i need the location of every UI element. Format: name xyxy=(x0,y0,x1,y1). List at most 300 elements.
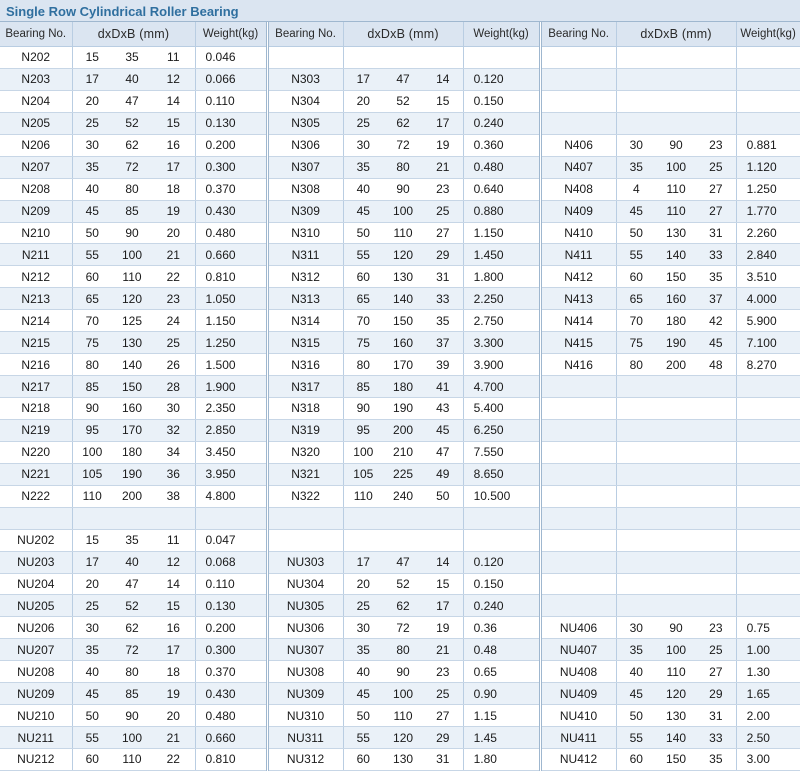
bore-d-cell: 100 xyxy=(72,441,112,463)
bore-d-cell: 75 xyxy=(72,332,112,354)
weight-cell: 10.500 xyxy=(463,485,540,507)
bearing-no-cell: NU207 xyxy=(0,639,72,661)
width-B-cell: 29 xyxy=(696,683,736,705)
weight-cell xyxy=(195,507,267,529)
weight-cell: 2.50 xyxy=(736,727,800,749)
bearing-no-cell: NU406 xyxy=(540,617,616,639)
outer-D-cell: 35 xyxy=(112,47,152,69)
bearing-no-cell: NU408 xyxy=(540,661,616,683)
bearing-no-cell: N303 xyxy=(267,68,343,90)
width-B-cell: 23 xyxy=(696,617,736,639)
outer-D-cell: 130 xyxy=(112,332,152,354)
bearing-no-cell: N318 xyxy=(267,398,343,420)
bearing-no-cell: N321 xyxy=(267,463,343,485)
width-B-cell: 31 xyxy=(696,705,736,727)
bearing-no-cell: NU202 xyxy=(0,529,72,551)
bore-d-cell: 105 xyxy=(343,463,383,485)
width-B-cell: 27 xyxy=(696,200,736,222)
weight-cell: 3.950 xyxy=(195,463,267,485)
bearing-no-cell xyxy=(540,507,616,529)
table-row xyxy=(0,441,800,463)
bore-d-cell: 45 xyxy=(72,200,112,222)
table-row xyxy=(0,485,800,507)
bearing-no-cell: N216 xyxy=(0,354,72,376)
outer-D-cell: 90 xyxy=(656,617,696,639)
bearing-no-cell: N204 xyxy=(0,90,72,112)
width-B-cell: 42 xyxy=(696,310,736,332)
bore-d-cell: 25 xyxy=(72,112,112,134)
weight-cell: 3.510 xyxy=(736,266,800,288)
width-B-cell xyxy=(696,419,736,441)
outer-D-cell: 62 xyxy=(112,617,152,639)
weight-cell: 1.150 xyxy=(195,310,267,332)
bearing-no-cell: N203 xyxy=(0,68,72,90)
outer-D-cell: 160 xyxy=(112,398,152,420)
width-B-cell: 28 xyxy=(152,376,195,398)
outer-D-cell: 150 xyxy=(112,376,152,398)
width-B-cell: 31 xyxy=(423,749,463,771)
bearing-no-cell xyxy=(540,90,616,112)
width-B-cell: 18 xyxy=(152,661,195,683)
outer-D-cell: 52 xyxy=(383,90,423,112)
bearing-no-cell: NU409 xyxy=(540,683,616,705)
weight-cell xyxy=(736,68,800,90)
table-row xyxy=(0,639,800,661)
width-B-cell: 27 xyxy=(696,661,736,683)
outer-D-cell: 110 xyxy=(656,200,696,222)
bearing-no-cell xyxy=(540,47,616,69)
weight-cell: 3.900 xyxy=(463,354,540,376)
weight-cell: 2.250 xyxy=(463,288,540,310)
bearing-no-cell: N411 xyxy=(540,244,616,266)
width-B-cell xyxy=(696,551,736,573)
bearing-no-cell: N315 xyxy=(267,332,343,354)
outer-D-cell: 110 xyxy=(656,178,696,200)
bore-d-cell: 15 xyxy=(72,529,112,551)
bore-d-cell xyxy=(616,47,656,69)
table-row xyxy=(0,617,800,639)
bearing-no-cell: NU209 xyxy=(0,683,72,705)
bore-d-cell: 50 xyxy=(343,705,383,727)
width-B-cell: 49 xyxy=(423,463,463,485)
outer-D-cell: 120 xyxy=(112,288,152,310)
width-B-cell xyxy=(423,507,463,529)
bore-d-cell xyxy=(616,507,656,529)
header-weight: Weight(kg) xyxy=(463,22,540,47)
width-B-cell: 12 xyxy=(152,551,195,573)
weight-cell: 0.48 xyxy=(463,639,540,661)
bearing-no-cell: NU308 xyxy=(267,661,343,683)
width-B-cell: 19 xyxy=(423,134,463,156)
outer-D-cell: 225 xyxy=(383,463,423,485)
bore-d-cell: 30 xyxy=(343,134,383,156)
weight-cell: 3.450 xyxy=(195,441,267,463)
bearing-no-cell: N319 xyxy=(267,419,343,441)
bore-d-cell: 20 xyxy=(72,90,112,112)
bore-d-cell: 55 xyxy=(72,244,112,266)
outer-D-cell xyxy=(656,398,696,420)
table-row xyxy=(0,398,800,420)
weight-cell xyxy=(736,529,800,551)
width-B-cell xyxy=(696,441,736,463)
bore-d-cell: 20 xyxy=(343,90,383,112)
width-B-cell: 12 xyxy=(152,68,195,90)
table-row xyxy=(0,310,800,332)
bore-d-cell xyxy=(616,376,656,398)
weight-cell: 1.250 xyxy=(736,178,800,200)
outer-D-cell xyxy=(383,47,423,69)
bearing-no-cell: NU312 xyxy=(267,749,343,771)
outer-D-cell: 130 xyxy=(383,749,423,771)
width-B-cell xyxy=(696,112,736,134)
weight-cell: 4.000 xyxy=(736,288,800,310)
bearing-no-cell: NU206 xyxy=(0,617,72,639)
outer-D-cell: 140 xyxy=(112,354,152,376)
width-B-cell: 45 xyxy=(696,332,736,354)
bearing-no-cell: N412 xyxy=(540,266,616,288)
bore-d-cell: 30 xyxy=(343,617,383,639)
bearing-no-cell: N214 xyxy=(0,310,72,332)
weight-cell: 1.80 xyxy=(463,749,540,771)
width-B-cell: 19 xyxy=(152,200,195,222)
bearing-no-cell xyxy=(540,551,616,573)
bearing-no-cell: N408 xyxy=(540,178,616,200)
bearing-no-cell xyxy=(540,112,616,134)
bore-d-cell: 100 xyxy=(343,441,383,463)
bore-d-cell: 35 xyxy=(343,639,383,661)
bore-d-cell xyxy=(616,68,656,90)
bore-d-cell xyxy=(616,595,656,617)
width-B-cell: 23 xyxy=(423,178,463,200)
width-B-cell xyxy=(696,507,736,529)
weight-cell xyxy=(736,573,800,595)
bearing-no-cell: NU212 xyxy=(0,749,72,771)
weight-cell: 2.260 xyxy=(736,222,800,244)
table-row xyxy=(0,705,800,727)
bearing-no-cell: N210 xyxy=(0,222,72,244)
outer-D-cell: 72 xyxy=(383,617,423,639)
outer-D-cell xyxy=(656,419,696,441)
weight-cell xyxy=(736,551,800,573)
bearing-no-cell: N414 xyxy=(540,310,616,332)
outer-D-cell xyxy=(383,529,423,551)
weight-cell: 2.350 xyxy=(195,398,267,420)
width-B-cell xyxy=(696,376,736,398)
table-row xyxy=(0,332,800,354)
width-B-cell xyxy=(696,573,736,595)
weight-cell: 0.370 xyxy=(195,178,267,200)
weight-cell xyxy=(736,376,800,398)
outer-D-cell: 100 xyxy=(656,639,696,661)
table-row xyxy=(0,354,800,376)
bearing-no-cell: N416 xyxy=(540,354,616,376)
outer-D-cell: 110 xyxy=(383,705,423,727)
table-row xyxy=(0,112,800,134)
weight-cell: 0.066 xyxy=(195,68,267,90)
bearing-no-cell xyxy=(540,529,616,551)
width-B-cell: 25 xyxy=(423,200,463,222)
header-dims: dxDxB (mm) xyxy=(343,22,463,47)
outer-D-cell: 90 xyxy=(383,661,423,683)
bearing-no-cell: N205 xyxy=(0,112,72,134)
weight-cell: 5.400 xyxy=(463,398,540,420)
width-B-cell: 25 xyxy=(152,332,195,354)
outer-D-cell: 72 xyxy=(383,134,423,156)
outer-D-cell: 40 xyxy=(112,551,152,573)
weight-cell: 0.810 xyxy=(195,749,267,771)
weight-cell: 0.110 xyxy=(195,90,267,112)
bore-d-cell: 80 xyxy=(343,354,383,376)
width-B-cell: 15 xyxy=(423,573,463,595)
width-B-cell: 33 xyxy=(423,288,463,310)
outer-D-cell: 150 xyxy=(656,749,696,771)
weight-cell: 2.750 xyxy=(463,310,540,332)
weight-cell xyxy=(463,529,540,551)
table-row xyxy=(0,134,800,156)
weight-cell: 0.880 xyxy=(463,200,540,222)
bearing-no-cell: N213 xyxy=(0,288,72,310)
bearing-no-cell: NU304 xyxy=(267,573,343,595)
weight-cell: 1.15 xyxy=(463,705,540,727)
weight-cell xyxy=(736,398,800,420)
bearing-no-cell: NU411 xyxy=(540,727,616,749)
width-B-cell: 29 xyxy=(423,727,463,749)
width-B-cell: 22 xyxy=(152,749,195,771)
bore-d-cell: 60 xyxy=(72,749,112,771)
width-B-cell: 33 xyxy=(696,244,736,266)
weight-cell: 1.500 xyxy=(195,354,267,376)
weight-cell xyxy=(736,90,800,112)
bearing-no-cell: N310 xyxy=(267,222,343,244)
outer-D-cell: 180 xyxy=(112,441,152,463)
outer-D-cell: 200 xyxy=(112,485,152,507)
width-B-cell: 23 xyxy=(696,134,736,156)
bore-d-cell: 60 xyxy=(343,749,383,771)
weight-cell: 0.90 xyxy=(463,683,540,705)
bore-d-cell: 17 xyxy=(343,551,383,573)
bearing-no-cell: NU407 xyxy=(540,639,616,661)
outer-D-cell: 80 xyxy=(383,156,423,178)
bearing-no-cell: NU410 xyxy=(540,705,616,727)
bearing-no-cell: NU310 xyxy=(267,705,343,727)
bearing-no-cell: N304 xyxy=(267,90,343,112)
outer-D-cell: 130 xyxy=(383,266,423,288)
bore-d-cell xyxy=(616,112,656,134)
weight-cell: 0.810 xyxy=(195,266,267,288)
bearing-no-cell: N413 xyxy=(540,288,616,310)
bore-d-cell: 90 xyxy=(343,398,383,420)
bore-d-cell: 25 xyxy=(343,595,383,617)
weight-cell: 3.00 xyxy=(736,749,800,771)
width-B-cell: 14 xyxy=(423,68,463,90)
width-B-cell: 27 xyxy=(696,178,736,200)
weight-cell: 0.640 xyxy=(463,178,540,200)
outer-D-cell: 47 xyxy=(383,551,423,573)
bearing-no-cell: N309 xyxy=(267,200,343,222)
bearing-no-cell xyxy=(540,398,616,420)
bearing-no-cell: NU309 xyxy=(267,683,343,705)
bore-d-cell: 45 xyxy=(343,200,383,222)
weight-cell xyxy=(736,441,800,463)
bore-d-cell: 85 xyxy=(72,376,112,398)
bearing-no-cell xyxy=(540,376,616,398)
width-B-cell: 30 xyxy=(152,398,195,420)
width-B-cell: 14 xyxy=(152,90,195,112)
weight-cell: 1.900 xyxy=(195,376,267,398)
bearing-no-cell: NU211 xyxy=(0,727,72,749)
width-B-cell: 21 xyxy=(423,639,463,661)
outer-D-cell: 125 xyxy=(112,310,152,332)
weight-cell: 1.00 xyxy=(736,639,800,661)
bore-d-cell: 40 xyxy=(72,661,112,683)
table-row xyxy=(0,463,800,485)
bore-d-cell: 35 xyxy=(72,156,112,178)
weight-cell: 0.240 xyxy=(463,112,540,134)
bearing-no-cell: N307 xyxy=(267,156,343,178)
width-B-cell: 50 xyxy=(423,485,463,507)
width-B-cell: 24 xyxy=(152,310,195,332)
bearing-no-cell: NU208 xyxy=(0,661,72,683)
bearing-no-cell: N217 xyxy=(0,376,72,398)
bore-d-cell: 65 xyxy=(616,288,656,310)
width-B-cell: 23 xyxy=(423,661,463,683)
weight-cell: 1.150 xyxy=(463,222,540,244)
width-B-cell: 31 xyxy=(696,222,736,244)
bearing-no-cell: N208 xyxy=(0,178,72,200)
table-row xyxy=(0,573,800,595)
bore-d-cell xyxy=(343,529,383,551)
outer-D-cell: 170 xyxy=(383,354,423,376)
bore-d-cell: 65 xyxy=(72,288,112,310)
width-B-cell: 17 xyxy=(423,595,463,617)
bearing-no-cell: N410 xyxy=(540,222,616,244)
bore-d-cell: 50 xyxy=(616,705,656,727)
width-B-cell: 27 xyxy=(423,222,463,244)
bearing-no-cell: N316 xyxy=(267,354,343,376)
outer-D-cell: 120 xyxy=(383,727,423,749)
width-B-cell: 15 xyxy=(423,90,463,112)
bearing-no-cell xyxy=(540,419,616,441)
weight-cell: 0.480 xyxy=(195,222,267,244)
bearing-table xyxy=(0,22,800,771)
weight-cell: 8.270 xyxy=(736,354,800,376)
weight-cell: 0.120 xyxy=(463,551,540,573)
bore-d-cell: 55 xyxy=(616,727,656,749)
bore-d-cell: 70 xyxy=(616,310,656,332)
weight-cell: 0.430 xyxy=(195,200,267,222)
bearing-no-cell: NU203 xyxy=(0,551,72,573)
outer-D-cell: 47 xyxy=(112,90,152,112)
weight-cell: 0.480 xyxy=(463,156,540,178)
bore-d-cell: 40 xyxy=(72,178,112,200)
bearing-no-cell: N220 xyxy=(0,441,72,463)
bearing-no-cell: N406 xyxy=(540,134,616,156)
weight-cell xyxy=(736,595,800,617)
bore-d-cell: 70 xyxy=(72,310,112,332)
bore-d-cell: 50 xyxy=(72,222,112,244)
outer-D-cell: 200 xyxy=(656,354,696,376)
outer-D-cell: 140 xyxy=(656,727,696,749)
outer-D-cell xyxy=(656,441,696,463)
bore-d-cell: 15 xyxy=(72,47,112,69)
outer-D-cell: 130 xyxy=(656,705,696,727)
bore-d-cell xyxy=(616,90,656,112)
width-B-cell: 25 xyxy=(696,639,736,661)
weight-cell: 4.800 xyxy=(195,485,267,507)
width-B-cell: 22 xyxy=(152,266,195,288)
weight-cell: 1.250 xyxy=(195,332,267,354)
weight-cell: 0.047 xyxy=(195,529,267,551)
width-B-cell: 16 xyxy=(152,617,195,639)
bore-d-cell xyxy=(616,485,656,507)
sheet-title: Single Row Cylindrical Roller Bearing xyxy=(0,0,800,22)
bore-d-cell xyxy=(343,507,383,529)
bore-d-cell: 40 xyxy=(343,178,383,200)
bearing-no-cell xyxy=(540,441,616,463)
bore-d-cell: 55 xyxy=(72,727,112,749)
outer-D-cell: 52 xyxy=(383,573,423,595)
bore-d-cell: 4 xyxy=(616,178,656,200)
weight-cell: 0.370 xyxy=(195,661,267,683)
weight-cell: 7.550 xyxy=(463,441,540,463)
bore-d-cell xyxy=(616,398,656,420)
bore-d-cell: 55 xyxy=(343,727,383,749)
outer-D-cell: 110 xyxy=(112,266,152,288)
bore-d-cell: 35 xyxy=(616,156,656,178)
outer-D-cell xyxy=(656,573,696,595)
bore-d-cell: 30 xyxy=(616,617,656,639)
bearing-no-cell: NU303 xyxy=(267,551,343,573)
outer-D-cell: 150 xyxy=(383,310,423,332)
header-weight: Weight(kg) xyxy=(736,22,800,47)
outer-D-cell: 40 xyxy=(112,68,152,90)
width-B-cell: 21 xyxy=(152,727,195,749)
bearing-no-cell xyxy=(540,485,616,507)
table-row xyxy=(0,288,800,310)
outer-D-cell: 170 xyxy=(112,419,152,441)
header-dims: dxDxB (mm) xyxy=(72,22,195,47)
table-row xyxy=(0,661,800,683)
outer-D-cell: 62 xyxy=(112,134,152,156)
weight-cell xyxy=(736,463,800,485)
width-B-cell: 14 xyxy=(152,573,195,595)
bore-d-cell: 17 xyxy=(72,68,112,90)
weight-cell: 0.150 xyxy=(463,90,540,112)
width-B-cell: 32 xyxy=(152,419,195,441)
outer-D-cell: 85 xyxy=(112,200,152,222)
outer-D-cell xyxy=(656,529,696,551)
width-B-cell: 35 xyxy=(696,266,736,288)
outer-D-cell: 130 xyxy=(656,222,696,244)
width-B-cell: 23 xyxy=(152,288,195,310)
outer-D-cell: 90 xyxy=(656,134,696,156)
table-row xyxy=(0,376,800,398)
weight-cell: 0.660 xyxy=(195,244,267,266)
width-B-cell: 21 xyxy=(152,244,195,266)
header-row xyxy=(0,22,800,47)
bore-d-cell: 55 xyxy=(616,244,656,266)
outer-D-cell: 180 xyxy=(656,310,696,332)
width-B-cell: 31 xyxy=(423,266,463,288)
width-B-cell: 25 xyxy=(423,683,463,705)
width-B-cell: 26 xyxy=(152,354,195,376)
weight-cell: 0.046 xyxy=(195,47,267,69)
weight-cell: 2.840 xyxy=(736,244,800,266)
weight-cell: 0.110 xyxy=(195,573,267,595)
outer-D-cell: 62 xyxy=(383,595,423,617)
width-B-cell: 16 xyxy=(152,134,195,156)
bore-d-cell: 110 xyxy=(343,485,383,507)
